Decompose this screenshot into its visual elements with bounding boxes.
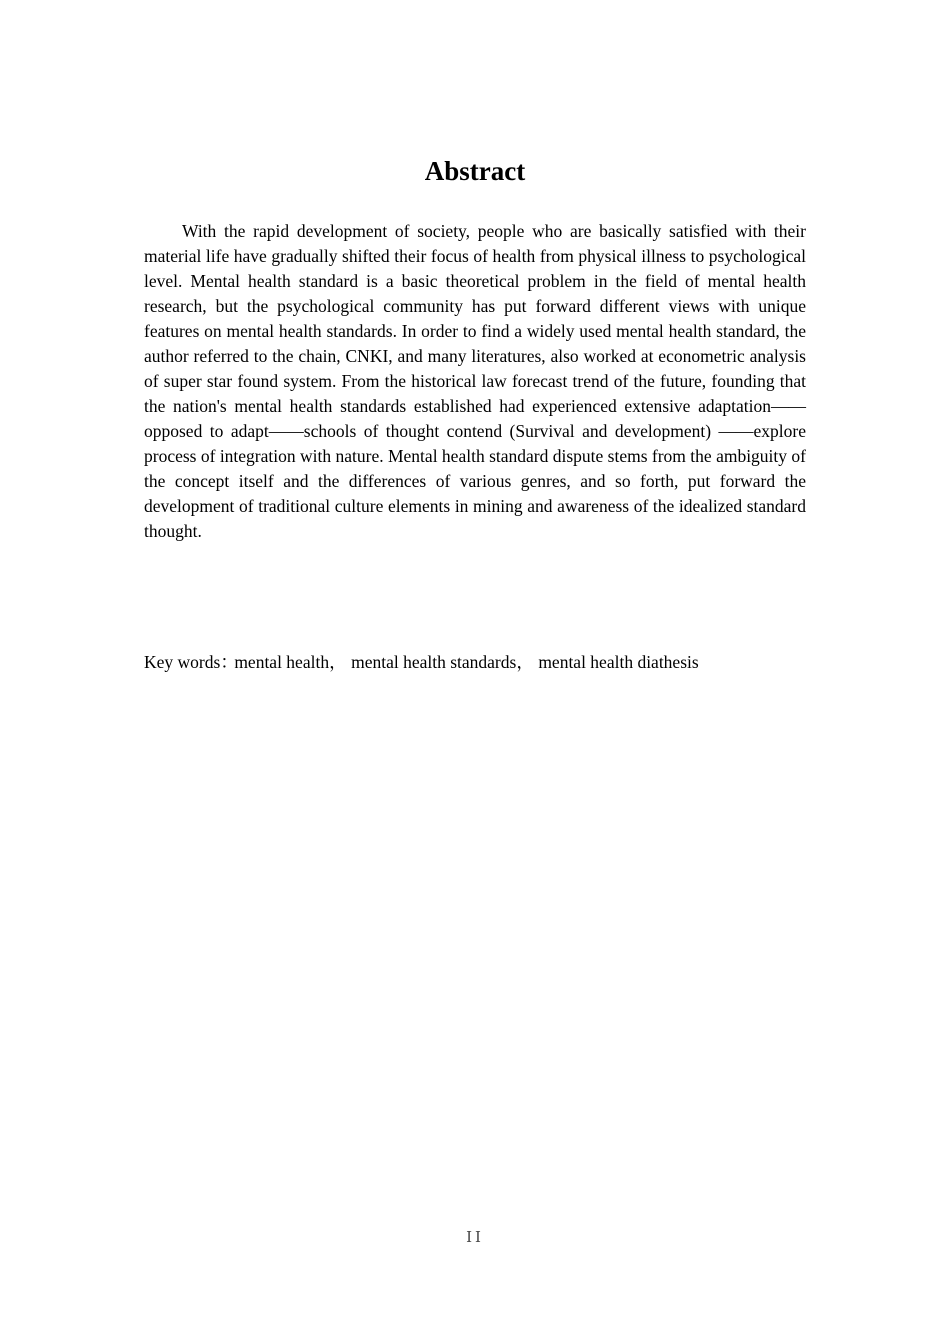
- keyword-item: mental health: [234, 652, 330, 672]
- keyword-item: mental health standards: [351, 652, 517, 672]
- abstract-body: With the rapid development of society, people who are basically satisfied with their material life have gradually shifted their focus of health from physical illness to psychological level. Mental health standard is a basic theoretical problem in the field of mental health research, but the psychological community has put forward different views with unique features on mental health standards. In order to find a widely used mental health standard, the author referred to the chain, CNKI, and many literatures, also worked at econometric analysis of super star found system. From the historical law forecast trend of the future, founding that the nation's mental health standards established had experienced extensive adaptation——opposed to adapt——schools of thought contend (Survival and development) ——explore process of integration with nature. Mental health standard dispute stems from the ambiguity of the concept itself and the differences of various genres, and so forth, put forward the development of traditional culture elements in mining and awareness of the idealized standard thought.: [144, 221, 806, 541]
- keywords-line: [144, 650, 806, 675]
- keywords-colon: ：: [220, 652, 238, 672]
- keyword-separator: ，: [516, 652, 534, 672]
- keywords-label: Key words: [144, 652, 221, 672]
- keyword-item: mental health diathesis: [538, 652, 699, 672]
- keyword-separator: ，: [329, 652, 347, 672]
- page-number: II: [466, 1228, 484, 1246]
- abstract-title: Abstract: [424, 156, 526, 186]
